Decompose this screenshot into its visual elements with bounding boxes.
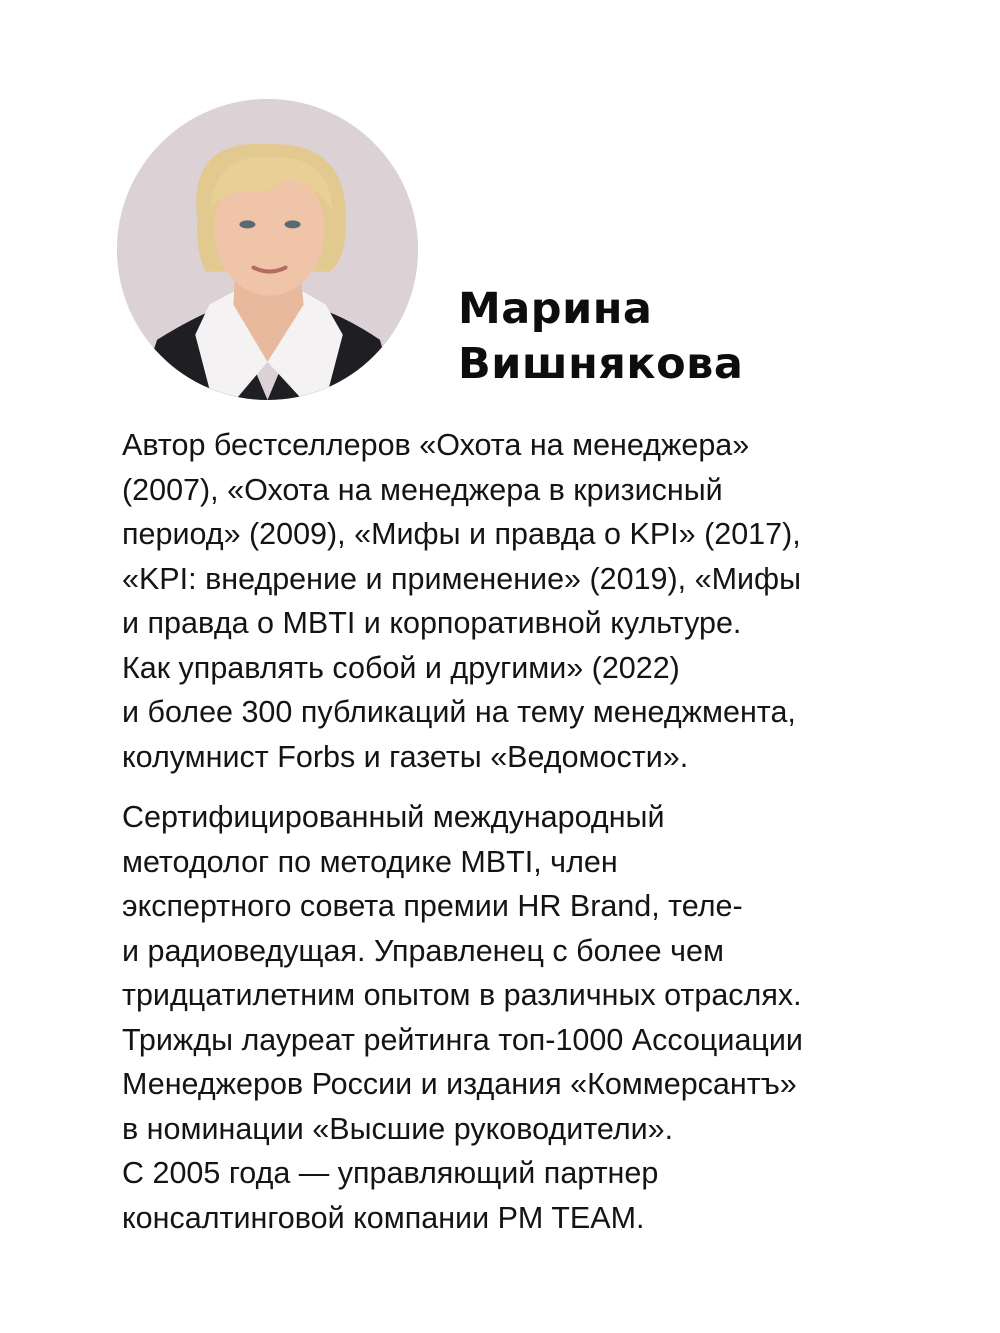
speaker-last-name: Вишнякова (458, 339, 744, 389)
bio-line: колумнист Forbs и газеты «Ведомости». (122, 739, 689, 774)
bio-line: в номинации «Высшие руководители». (122, 1111, 674, 1146)
speaker-name (458, 282, 743, 392)
bio-line: Как управлять собой и другими» (2022) (122, 650, 680, 685)
bio-line: тридцатилетним опытом в различных отраслях. (122, 978, 802, 1012)
bio-line: Автор бестселлеров «Охота на менеджера» (122, 428, 750, 462)
bio-paragraph-career (122, 795, 942, 1240)
bio-line: экспертного совета премии HR Brand, теле- (122, 889, 743, 923)
bio-line: и более 300 публикаций на тему менеджмента, (122, 695, 796, 729)
bio-line: Менеджеров России и издания «Коммерсантъ» (122, 1067, 797, 1101)
bio-line: и правда о MBTI и корпоративной культуре. (122, 606, 742, 640)
portrait-photo (117, 99, 418, 400)
bio-line: и радиоведущая. Управленец с более чем (122, 933, 724, 968)
bio-paragraph-publications (122, 423, 942, 779)
speaker-first-name: Марина (458, 284, 653, 334)
bio-line: (2007), «Охота на менеджера в кризисный (122, 472, 723, 507)
bio-line: С 2005 года — управляющий партнер (122, 1156, 659, 1190)
portrait-illustration (117, 99, 418, 400)
bio-line: «KPI: внедрение и применение» (2019), «Мифы (122, 561, 802, 596)
bio-line: консалтинговой компании PM TEAM. (122, 1200, 645, 1235)
bio-line: период» (2009), «Мифы и правда о KPI» (2017), (122, 517, 801, 551)
bio-line: методолог по методике MBTI, член (122, 844, 618, 879)
bio-line: Трижды лауреат рейтинга топ-1000 Ассоциации (122, 1022, 803, 1057)
speaker-bio (122, 423, 942, 1240)
bio-line: Сертифицированный международный (122, 800, 665, 834)
